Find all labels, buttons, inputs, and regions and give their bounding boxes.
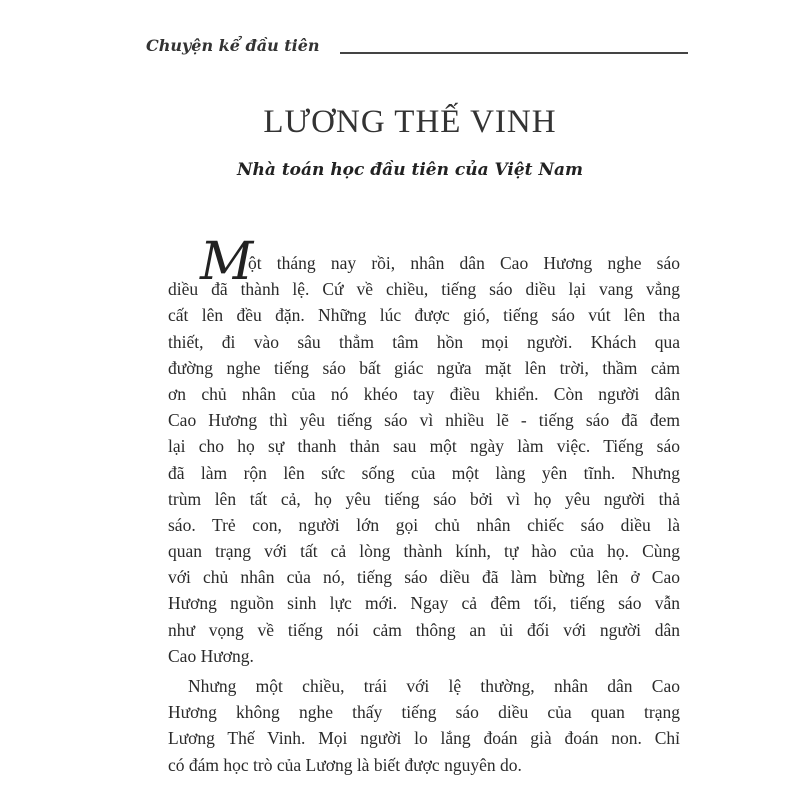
running-header: Chuyện kể đầu tiên	[146, 36, 320, 55]
text-line: Cao Hương thì yêu tiếng sáo vì nhiều lẽ - tiếng sáo đã đem	[168, 410, 680, 431]
chapter-title: LƯƠNG THẾ VINH	[263, 104, 557, 140]
text-line: diều đã thành lệ. Cứ về chiều, tiếng sáo diều lại vang vẳng	[168, 279, 680, 300]
text-line: trùm lên tất cả, họ yêu tiếng sáo bởi vì họ yêu người thả	[168, 488, 680, 509]
text-line: sáo. Trẻ con, người lớn gọi chủ nhân chiếc sáo diều là	[168, 514, 680, 535]
text-line: Cao Hương.	[168, 645, 254, 666]
text-line: đường nghe tiếng sáo bất giác ngửa mặt lên trời, thầm cảm	[168, 357, 680, 378]
text-line: Hương nguồn sinh lực mới. Ngay cả đêm tối, tiếng sáo vẫn	[168, 593, 680, 614]
text-line: thiết, đi vào sâu thẳm tâm hồn mọi người. Khách qua	[168, 331, 680, 352]
text-line: Hương không nghe thấy tiếng sáo diều của quan trạng	[168, 702, 680, 723]
text-line: ột tháng nay rồi, nhân dân Cao Hương nghe sáo	[248, 253, 680, 273]
text-line: ơn chủ nhân của nó khéo tay điều khiển. Còn người dân	[168, 383, 680, 404]
text-line: như vọng về tiếng nói cảm thông an ủi đối với người dân	[168, 619, 680, 640]
text-line: Nhưng một chiều, trái với lệ thường, nhân dân Cao	[188, 676, 680, 696]
body-text	[168, 232, 680, 778]
header-rule	[340, 52, 688, 54]
text-line: quan trạng với tất cả lòng thành kính, tự hào của họ. Cùng	[168, 541, 680, 562]
paragraph	[168, 673, 680, 778]
text-line: đã làm rộn lên sức sống của một làng yên tĩnh. Nhưng	[168, 462, 680, 483]
text-line: cất lên đều đặn. Những lúc được gió, tiếng sáo vút lên tha	[168, 305, 680, 326]
paragraph	[168, 250, 680, 669]
text-line: Lương Thế Vinh. Mọi người lo lắng đoán già đoán non. Chỉ	[168, 728, 680, 749]
text-line: với chủ nhân của nó, tiếng sáo diều đã làm bừng lên ở Cao	[168, 567, 680, 588]
drop-cap: M	[200, 232, 254, 292]
text-line: có đám học trò của Lương là biết được nguyên do.	[168, 754, 522, 775]
text-line: lại cho họ sự thanh thản sau một ngày làm việc. Tiếng sáo	[168, 436, 680, 457]
chapter-subtitle: Nhà toán học đầu tiên của Việt Nam	[237, 160, 583, 180]
